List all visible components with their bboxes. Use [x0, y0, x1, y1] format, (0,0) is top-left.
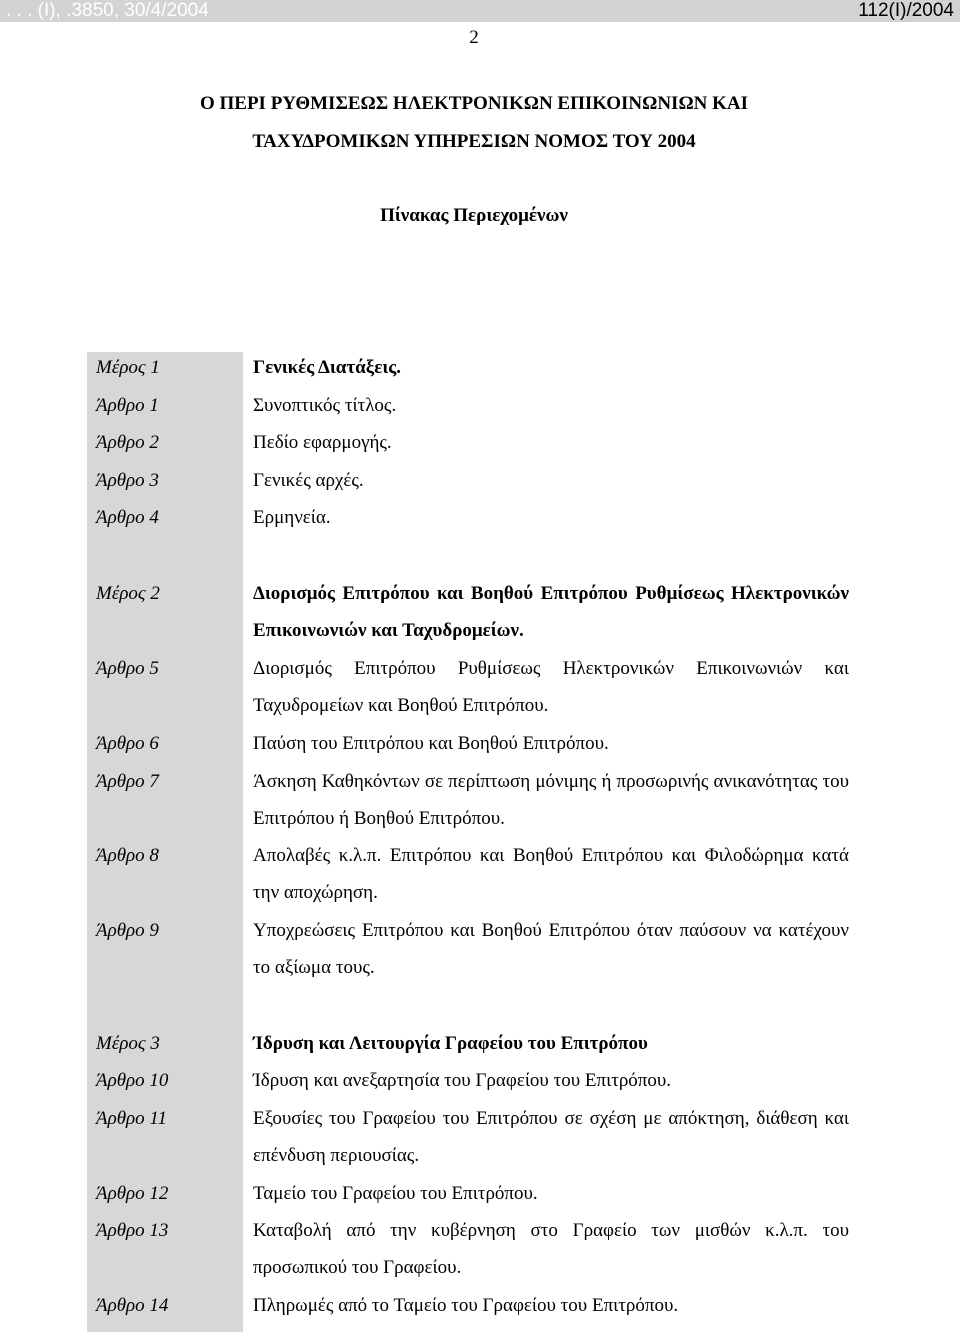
entry-text: Παύση του Επιτρόπου και Βοηθού Επιτρόπου.	[253, 733, 609, 754]
table-of-contents-heading: Πίνακας Περιεχομένων	[380, 205, 568, 226]
entry-label: Άρθρο 14	[96, 1295, 169, 1316]
entry-text: Γενικές αρχές.	[253, 470, 364, 491]
header-document-number: 112(Ι)/2004	[858, 0, 954, 21]
entry-text: Πληρωμές από το Ταμείο του Γραφείου του Επιτρόπου.	[253, 1295, 679, 1316]
entry-text: Εξουσίες του Γραφείου του Επιτρόπου σε σχέση με απόκτηση, διάθεση και επένδυση περιουσίας.	[253, 1108, 849, 1166]
entry-text: Πεδίο εφαρμογής.	[253, 432, 392, 453]
entry-text: Διορισμός Επιτρόπου και Βοηθού Επιτρόπου Ρυθμίσεως Ηλεκτρονικών Επικοινωνιών και Ταχυδρομείων.	[253, 583, 849, 641]
entry-label: Άρθρο 3	[96, 470, 159, 491]
entry-label: Άρθρο 12	[96, 1183, 169, 1204]
page-number: 2	[469, 27, 479, 48]
entry-text: Απολαβές κ.λ.π. Επιτρόπου και Βοηθού Επιτρόπου και Φιλοδώρημα κατά την αποχώρηση.	[253, 845, 849, 903]
entry-label: Μέρος 2	[96, 583, 160, 604]
entry-label: Άρθρο 2	[96, 432, 159, 453]
entry-text: Συνοπτικός τίτλος.	[253, 395, 397, 416]
entry-label: Άρθρο 9	[96, 920, 159, 941]
entry-text: Άσκηση Καθηκόντων σε περίπτωση μόνιμης ή προσωρινής ανικανότητας του Επιτρόπου ή Βοηθού Επιτρόπου.	[253, 771, 849, 829]
header-left-text: . . . (Ι), .3850, 30/4/2004	[6, 0, 209, 21]
entry-text: Ίδρυση και Λειτουργία Γραφείου του Επιτρόπου	[253, 1033, 648, 1054]
document-header-bar	[0, 0, 960, 22]
entry-label: Άρθρο 8	[96, 845, 159, 866]
entry-text: Υποχρεώσεις Επιτρόπου και Βοηθού Επιτρόπου όταν παύσουν να κατέχουν το αξίωμα τους.	[253, 920, 849, 978]
entry-label: Άρθρο 1	[96, 395, 159, 416]
entry-text: Ερμηνεία.	[253, 507, 331, 528]
entry-text: Γενικές Διατάξεις.	[253, 357, 401, 378]
entry-label: Άρθρο 5	[96, 658, 159, 679]
entry-label: Μέρος 1	[96, 357, 160, 378]
entry-text: Καταβολή από την κυβέρνηση στο Γραφείο των μισθών κ.λ.π. του προσωπικού του Γραφείου.	[253, 1220, 849, 1278]
entry-text: Ταμείο του Γραφείου του Επιτρόπου.	[253, 1183, 538, 1204]
entry-label: Άρθρο 11	[96, 1108, 168, 1129]
entry-label: Άρθρο 10	[96, 1070, 169, 1091]
entry-text: Ίδρυση και ανεξαρτησία του Γραφείου του Επιτρόπου.	[253, 1070, 672, 1091]
entry-label: Άρθρο 13	[96, 1220, 169, 1241]
entry-label: Μέρος 3	[96, 1033, 160, 1054]
entry-label: Άρθρο 6	[96, 733, 159, 754]
law-title-line-2: ΤΑΧΥΔΡΟΜΙΚΩΝ ΥΠΗΡΕΣΙΩΝ ΝΟΜΟΣ ΤΟΥ 2004	[252, 131, 696, 152]
entry-text: Διορισμός Επιτρόπου Ρυθμίσεως Ηλεκτρονικών Επικοινωνιών και Ταχυδρομείων και Βοηθού Επιτρόπου.	[253, 658, 849, 716]
entry-label: Άρθρο 7	[96, 771, 159, 792]
law-title-line-1: Ο ΠΕΡΙ ΡΥΘΜΙΣΕΩΣ ΗΛΕΚΤΡΟΝΙΚΩΝ ΕΠΙΚΟΙΝΩΝΙΩΝ ΚΑΙ	[199, 93, 749, 114]
entry-label: Άρθρο 4	[96, 507, 159, 528]
